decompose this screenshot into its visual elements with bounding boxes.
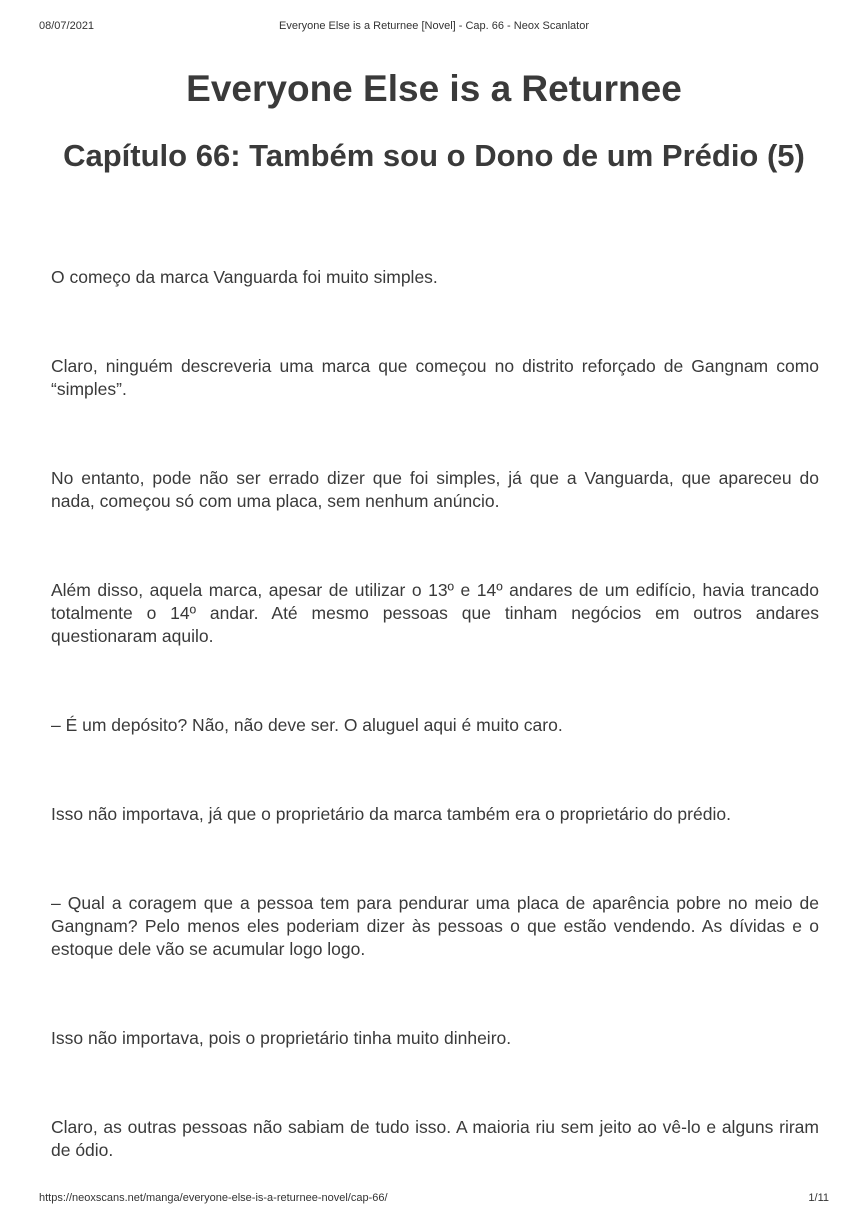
print-header: [0, 20, 868, 36]
chapter-title: Capítulo 66: Também sou o Dono de um Prédio (5): [63, 138, 805, 173]
paragraph: Além disso, aquela marca, apesar de utilizar o 13º e 14º andares de um edifício, havia trancado totalmente o 14º andar. Até mesmo pessoas que tinham negócios em outros andares questionaram aquilo.: [51, 580, 819, 646]
paragraph: – É um depósito? Não, não deve ser. O aluguel aqui é muito caro.: [51, 715, 563, 735]
chapter-content: [51, 266, 819, 1162]
print-page-title: Everyone Else is a Returnee [Novel] - Cap. 66 - Neox Scanlator: [279, 20, 589, 32]
page-url: https://neoxscans.net/manga/everyone-else-is-a-returnee-novel/cap-66/: [39, 1192, 388, 1204]
paragraph: No entanto, pode não ser errado dizer que foi simples, já que a Vanguarda, que apareceu do nada, começou só com uma placa, sem nenhum anúncio.: [51, 468, 819, 511]
paragraph: Claro, ninguém descreveria uma marca que começou no distrito reforçado de Gangnam como “simples”.: [51, 356, 819, 399]
print-footer: [0, 1192, 868, 1208]
book-title: Everyone Else is a Returnee: [186, 68, 682, 109]
print-date: 08/07/2021: [39, 20, 95, 32]
paragraph: Isso não importava, pois o proprietário tinha muito dinheiro.: [51, 1028, 512, 1048]
paragraph: – Qual a coragem que a pessoa tem para pendurar uma placa de aparência pobre no meio de Gangnam? Pelo menos eles poderiam dizer às pessoas o que estão vendendo. As dívidas e o estoque dele vão se acumular logo logo.: [51, 893, 819, 959]
paragraph: Isso não importava, já que o proprietário da marca também era o proprietário do prédio.: [51, 804, 731, 824]
page-number: 1/11: [808, 1192, 829, 1204]
paragraph: O começo da marca Vanguarda foi muito simples.: [51, 267, 438, 287]
paragraph: Claro, as outras pessoas não sabiam de tudo isso. A maioria riu sem jeito ao vê-lo e alguns riram de ódio.: [51, 1117, 819, 1160]
